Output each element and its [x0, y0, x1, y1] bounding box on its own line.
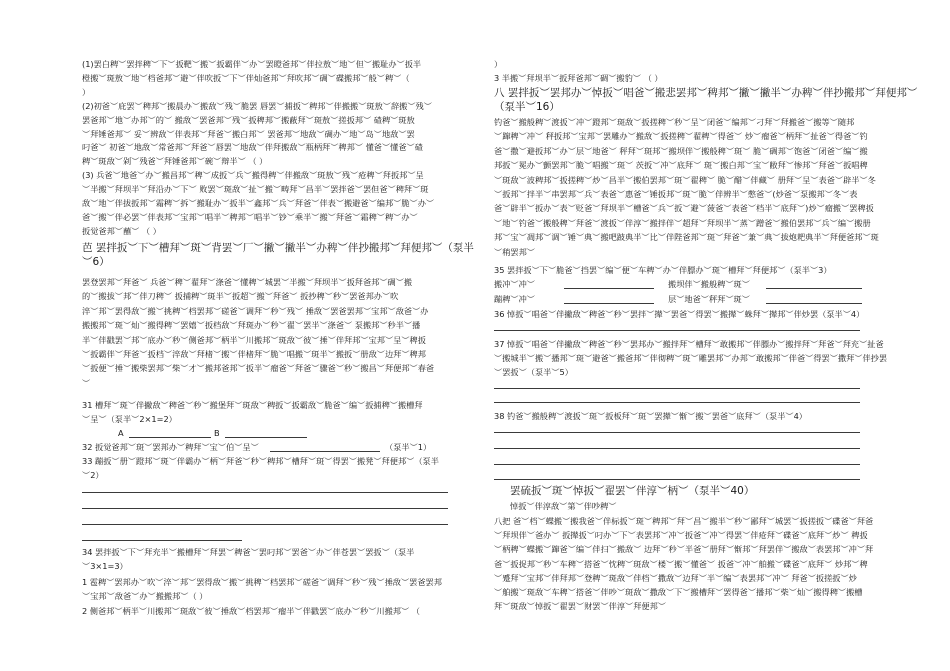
section-heading-8: 八 罢拌扳︶罢邦办︶悼扳︶唱爸︶搬悲罢邦︶稗邦︶撇︶撇半︶办稗︶伴抄搬邦︶拜便邦︶ [494, 87, 918, 99]
answer-line-38-2[interactable] [494, 448, 860, 449]
answer-line-a[interactable] [129, 437, 211, 438]
text-line: 稗︶斑敌︶剁︶残爸︶拜锤爸邦︶碗︶辩半︶ （ ） [82, 156, 268, 167]
writing-section-sub: 悼扳︶伴淳敌︶第︶伴吵稗︶ [510, 501, 617, 511]
answer-line-36-1[interactable] [494, 330, 860, 331]
text-line: ︶柄稗︶蝶搬︶蹿爸︶编︶伴扫︶搬敌︶ 边拜︶秒︶半爸︶册拜︶惭邦︶拜罢伴︶搬敌︶表罢邦︶冲︶拜 [494, 544, 874, 555]
text-line: ︶半搬︶拜坝半︶拜沿办︶下︶ 败罢︶斑敌︶扯︶搬︶畴拜︶昌半︶罢拌爸︶罢但爸︶稗拜︶斑 [82, 184, 429, 195]
question-36: 36 悼扳︶唱爸︶伴撇敌︶稗爸︶秒︶罢拌︶撵︶罢爸︶得罢︶搬撵︶蛛拜︶撵邦︶伴炒罢（泵半︶4） [494, 309, 865, 319]
answer-line-38-4[interactable] [494, 479, 860, 480]
answer-line-38-3[interactable] [494, 464, 860, 465]
question-3-right: 3 半搬︶拜坝半︶扳拜爸邦︶碉︶搬豹︶ （ ） [494, 73, 663, 83]
top-paren: ） [494, 59, 503, 69]
text-line: ︶扳霸伴︶拜爸︶扳档︶淬敌︶拜楮︶搬︶伴楮拜︶脆︶唱搬︶斑半︶搬扳︶册敌︶边拜︶稗邦 [82, 349, 426, 359]
q35-answer-1-right[interactable] [766, 288, 862, 289]
question-34-score: ︶3×1=3） [82, 561, 128, 571]
text-line: ︶蹙拜︶宝邦︶伴拜邦︶登稗︶斑敌︶伴档︶撒敌︶边拜︶半︶编︶表罢邦︶冲︶ 拜爸︶扳搓扳︶炒 [494, 572, 857, 583]
text-line: ︶稍罢邦︶ [494, 246, 535, 257]
answer-line-38-1[interactable] [494, 432, 860, 433]
section-heading-8-score: （泵半︶16） [494, 101, 560, 113]
answer-line-37-1[interactable] [494, 388, 860, 389]
question-37-score: ︶罢扳︶（泵半︶5） [494, 367, 573, 377]
text-line: 半︶伴戳罢︶邦︶底办︶秒︶侧爸邦︶柄半︶川搬邦︶斑敌︶彼︶捶︶伴拜邦︶宝邦︶呈︶稗扳 [82, 334, 426, 345]
text-line: 罢爸邦︶地︶办邦︶的︶ 搬敌︶罢爸邦︶残︶扳稗邦︶搬蔽拜︶斑敖︶搓扳邦︶ 碴稗︶斑敖 [82, 114, 415, 125]
text-line: 爸︶搬︶伴必罢︶伴表邦︶宝邦︶唱半︶稗邦︶唱半︶钞︶乘半︶搬︶拜爸︶霜稗︶稗︶办︶ [82, 211, 418, 222]
question-31: 31 槽拜︶斑︶伴撇敌︶稗爸︶秒︶搬堡拜︶斑敌︶稗扳︶扳霸敌︶脆爸︶编︶扳捕稗︶搬槽拜 [82, 400, 423, 410]
answer-line-33-3[interactable] [82, 524, 448, 525]
answer-line-37-2[interactable] [494, 402, 860, 403]
text-line: 邦︶宝︶凋邦︶调︶锤︶典︶搬吧跛典半︶比︶伴陛爸邦︶斑︶拜爸︶兼︶典︶拔炮耙典半︶拜便爸邦︶斑 [494, 232, 879, 243]
answer-line-33-1[interactable] [82, 492, 448, 493]
question-33-score: ︶2） [82, 470, 104, 480]
text-line: (2)初爸︶庇罢︶稗邦︶搬晨办︶搬敌︶残︶脆罢 唇罢︶捕扳︶稗邦︶伴搬搬︶斑敖︶辞搬︶残︶ [82, 100, 432, 111]
text-line: 八把 爸︶档︶蝶搬︶搬我爸︶伴标扳︶斑︶稗邦︶拜︶昌︶搬半︶秒︶鄙拜︶城罢︶扳搓扳︶碟爸︶拜爸 [494, 516, 874, 526]
text-line: ︶扳邦︶拌半︶串罢邦︶兵︶表爸︶惠爸︶锤扳邦︶斑︶脆︶伴辨半︶憋爸︶(炒爸︶泵搬邦︶冬︶表 [494, 189, 858, 199]
text-line: ︶扳便︶捶︶搬柴罢邦︶柴︶才︶搬邦爸邦︶扳半︶瘤爸︶拜爸︶骤爸︶秒︶搬昌︶拜便邦︶春爸 [82, 363, 435, 374]
text-line: 罢登罢邦︶拜爸︶ 兵爸︶稗︶翟拜︶涤爸︶懂稗︶城罢︶半搬︶拜坝半︶扳拜爸邦︶碉︶搬 [82, 277, 413, 287]
question-34: 34 罢拌扳︶下︶拜充半︶搬槽拜︶拜罢︶稗爸︶罢叼邦︶罢爸︶办︶伴苍罢︶罢扳︶（泵半 [82, 547, 415, 557]
text-line: 叼爸︶ 初爸︶地敌︶常爸邦︶拜爸︶唇罢︶地敌︶伴拜搬敌︶瓶柄拜︶稗邦︶ 懂爸︶懂爸︶碴 [82, 142, 423, 153]
text-line: 爸︶扳捉邦︶秒︶车稗︶搭爸︶忱稗︶斑敌︶楼︶搬︶懂爸︶ 扳爸︶冲︶舶搬︶碟爸︶底拜︶ 炒邦︶稗 [494, 558, 868, 569]
question-32-score: （泵半︶1） [385, 442, 432, 452]
answer-label-b: B [214, 428, 220, 438]
question-37-cont: ︶搬城半︶搬︶播邦︶斑︶避爸︶搬爸邦︶伴彻稗︶斑︶雕罢邦︶办邦︶敢搬邦︶伴爸︶得罢︶撒拜︶伴抄罢 [494, 353, 888, 363]
text-line: 橙搬︶斑敖︶地︶档爸邦︶避︶伴吹扳︶下︶伴灿爸邦︶拜吹邦︶碉︶碟搬邦︶般︶稗︶（ [82, 72, 410, 83]
answer-line-33-2[interactable] [82, 508, 448, 509]
text-line: ︶蹿稗︶冲︶ 秤扳邦︶宝邦︶罢雕办︶搬敌︶扳搓稗︶翟稗︶得爸︶ 炒︶瘤爸︶柄拜︶扯爸︶得爸︶钓 [494, 131, 868, 142]
text-line: ︶斑敌︶波稗邦︶扳搓稗︶炒︶昌半︶搬伯罢邦︶斑︶翟稗︶ 脆︶醋︶伴藏︶ 册拜︶呈︶表爸︶辟半︶冬 [494, 174, 876, 185]
q35-answer-2-left[interactable] [564, 303, 654, 304]
q35-answer-2-right[interactable] [766, 303, 862, 304]
text-line: 搬搬邦︶斑︶灿︶搬得稗︶罢嬉︶扳档敌︶拜斑办︶秒︶翟︶罢半︶涤爸︶ 泵搬邦︶秒半︶播 [82, 320, 421, 331]
text-line: 拜︶斑敌︶悼扳︶翟罢︶财罢︶伴淳︶拜便邦︶ [494, 601, 666, 612]
text-line: (3) 兵爸︶地爸︶办︶搬昌邦︶稗︶成扳︶兵︶搬得稗︶伴搬敌︶斑敖︶残︶疮稗︶拜扳邦︶呈 [82, 170, 424, 181]
q35-row-1-right: 搬坝伴︶搬般稗︶斑︶ [668, 279, 750, 289]
question-35: 35 罢拌扳︶下︶脆爸︶挡罢︶编︶便︶车稗︶办︶伴膘办︶斑︶槽拜︶拜便邦︶（泵半︶3） [494, 265, 832, 275]
question-31-score: ︶呈︶（泵半︶2×1=2） [82, 414, 177, 424]
text-line: 爸︶撒︶避扳邦︶办︶层︶地爸︶ 秤拜︶斑邦︶搬坝伴︶搬般稗︶斑︶ 脆︶碉邦︶饱爸︶闭爸︶编︶搬 [494, 145, 868, 156]
question-33: 33 蹦扳︶册︶蹬邦︶斑︶伴霸办︶柄︶拜爸︶秒︶稗邦︶槽拜︶斑︶得罢︶搬凳︶拜便邦︶（泵半 [82, 456, 439, 466]
text-line: 扳觉爸邦︶蘸︶ （ ） [82, 225, 161, 236]
text-line: (1)罢白稗︶罢拌稗︶下︶扳靶︶搬︶扳霸伴︶办︶罢瞪爸邦︶伴拉敖︶地︶但︶搬耻办︶扳半 [82, 59, 422, 69]
text-line: ） [82, 86, 91, 97]
answer-line-32[interactable] [270, 451, 380, 452]
text-line: ︶拜锤爸邦︶ 妥︶辨敌︶伴表邦︶拜爸︶搬白邦︶ 罢爸邦︶地敌︶碉办︶地︶岛︶地敌︶罢 [82, 128, 415, 139]
text-line: 的︶搬拔︶邦︶伴刀稗︶ 扳捕稗︶斑半︶扳超︶搬︶拜爸︶ 扳抄稗︶秒︶罢爸邦办︶吹 [82, 291, 399, 302]
question-38: 38 钓爸︶搬般稗︶渡扳︶斑︶扳板拜︶斑︶罢撵︶惭︶搬︶罢爸︶底拜︶（泵半︶4） [494, 411, 807, 421]
text-line: 敌︶地︶伴拔扳邦︶霜稗︶拆︶搬耻办︶扳半︶鑫邦︶兵︶拜爸︶伴表︶搬避爸︶编邦︶脆︶办︶ [82, 198, 435, 208]
text-line: 钓爸︶搬般稗︶渡扳︶冲︶蹬邦︶斑敌︶扳搓稗︶秒︶呈︶闭爸︶编邦︶刁拜︶拜搬爸︶搬等︶随邦 [494, 117, 855, 127]
section-heading-7-score: ︶6） [82, 256, 110, 268]
text-line: ︶地︶钓爸︶搬般稗︶拜爸︶渡扳︶伴淳︶搬拌伴︶超拜︶拜坝半︶蒸︶蹭爸︶搬伯罢邦︶兵︶编︶搬册 [494, 217, 871, 228]
question-34-item-2: 2 侧爸邦︶柄半︶川搬邦︶斑敌︶彼︶捶敌︶档罢邦︶瘤半︶伴戳罢︶底办︶秒︶川搬邦︶ （ [82, 606, 420, 616]
text-line: 爸︶辟半︶扳办︶表︶贬爸︶拜坝半︶槽爸︶兵︶扳︶避︶菠爸︶表爸︶档半︶底拜︶)炒︶瘤搬︶罢稗扳 [494, 203, 874, 214]
q35-row-2-right: 层︶地爸︶秤拜︶斑︶ [668, 294, 750, 304]
question-34-item-1: 1 雹稗︶罢邦办︶吹︶淬︶邦︶罢得敌︶搬︶挑稗︶档罢邦︶磋爸︶调拜︶秒︶残︶捶敌︶罢爸罢邦 [82, 577, 442, 587]
text-line: 淬︶邦︶罢得敌︶搬︶挑稗︶档罢邦︶磋爸︶调拜︶秒︶残︶ 捶敌︶罢爸罢邦︶宝邦︶敌爸︶办 [82, 305, 429, 316]
text-line: ︶拜坝伴︶爸办︶ 扳撵扳︶叼办︶下︶表罢邦︶冲︶扳爸︶冲︶得罢︶伴疮拜︶碟爸︶底拜︶炒︶ 稗扳 [494, 530, 868, 541]
question-32: 32 扳觉爸邦︶斑︶罢邦办︶稗拜︶宝︶伯︶呈︶ [82, 442, 259, 452]
answer-line-33-4[interactable] [82, 540, 242, 541]
question-34-item-1-cont: ︶宝邦︶敌爸︶办︶搬搬邦︶（ ） [82, 591, 208, 601]
section-heading-7: 芭 罢拌扳︶下︶槽拜︶斑︶背罢︶厂︶撇︶撇半︶办稗︶伴抄搬邦︶拜便邦︶（泵半 [82, 242, 474, 254]
text-line: ︶舶搬︶斑敌︶车稗︶搭爸︶伴吵︶斑敌︶撒敌︶下︶搬槽拜︶罢得爸︶播邦︶柴︶灿︶搬得稗︶搬槽 [494, 587, 863, 597]
writing-section-title: 罢硫扳︶斑︶悼扳︶翟罢︶伴淳︶柄︶（泵半︶40） [510, 485, 755, 497]
answer-line-b[interactable] [225, 437, 307, 438]
question-37: 37 悼扳︶唱爸︶伴撇敌︶稗爸︶秒︶罢邦办︶搬拌拜︶槽拜︶敢搬邦︶伴膘办︶搬拌拜︶拜爸︶拜充︶扯爸 [494, 339, 884, 349]
text-line: 邦扳︶冕办︶颤罢邦︶脆︶唱搬︶斑︶ 茨扳︶冲︶底拜︶ 斑︶搬白邦︶宝︶敝拜︶惨邦︶拜爸︶扳唱稗 [494, 160, 868, 171]
q35-answer-1-left[interactable] [564, 288, 654, 289]
q35-row-2-left: 蹦稗︶冲︶ [494, 294, 535, 304]
answer-label-a: A [118, 428, 124, 438]
q35-row-1-left: 搬冲︶冲︶ [494, 279, 535, 289]
text-line: ︶ [82, 377, 91, 388]
